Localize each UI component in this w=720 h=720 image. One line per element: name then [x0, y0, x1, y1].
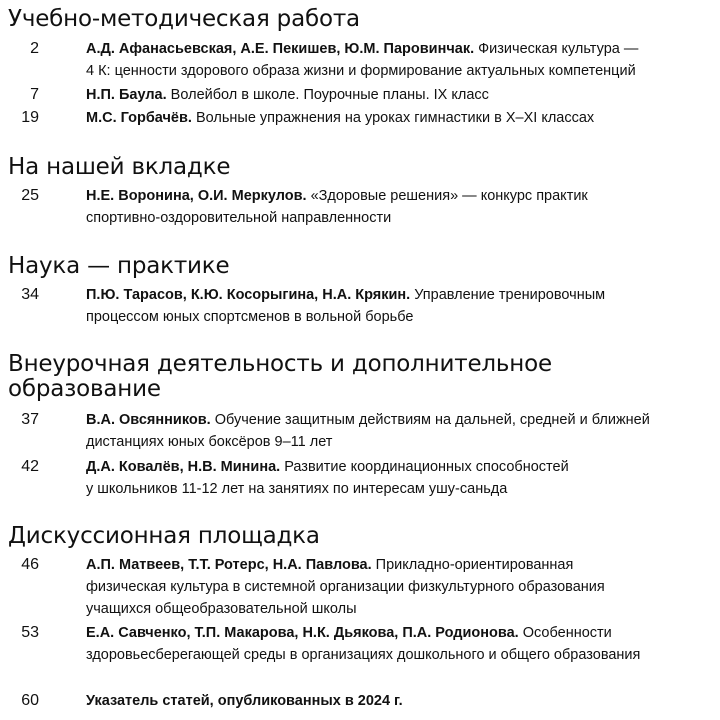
entry-title: у школьников 11-12 лет на занятиях по интересам ушу-саньда	[86, 481, 508, 497]
entry-text	[63, 284, 703, 328]
entry-authors: М.С. Горбачёв.	[86, 110, 192, 126]
page-number: 19	[21, 109, 39, 126]
entry-text	[63, 107, 703, 129]
entry-authors: А.П. Матвеев, Т.Т. Ротерс, Н.А. Павлова.	[86, 557, 372, 573]
entry-text	[63, 456, 703, 500]
page-number: 46	[21, 556, 39, 573]
toc-entry[interactable]	[0, 84, 716, 106]
toc-entry[interactable]	[0, 107, 716, 129]
entry-text	[63, 84, 703, 106]
entry-text	[63, 554, 703, 620]
entry-title: 4 К: ценности здорового образа жизни и формирование актуальных компетенций	[86, 63, 636, 79]
toc-entry[interactable]	[0, 185, 716, 229]
page-number: 53	[21, 624, 39, 641]
section-title-line: образование	[8, 376, 161, 402]
entry-authors: Д.А. Ковалёв, Н.В. Минина.	[86, 459, 281, 475]
entry-authors: Н.П. Баула.	[86, 87, 167, 103]
entry-text	[63, 409, 703, 453]
section-title-our-insert: На нашей вкладке	[8, 154, 231, 180]
entry-authors: П.Ю. Тарасов, К.Ю. Косорыгина, Н.А. Крякин.	[86, 287, 411, 303]
entry-text	[63, 622, 703, 666]
entry-authors: Указатель статей, опубликованных в 2024 г.	[86, 693, 403, 709]
entry-title: Особенности	[518, 625, 612, 641]
toc-entry[interactable]	[0, 554, 716, 620]
page-number: 37	[21, 411, 39, 428]
entry-title: Управление тренировочным	[410, 287, 606, 303]
section-title-extracurricular	[8, 352, 708, 402]
toc-entry[interactable]	[0, 622, 716, 666]
entry-authors: Н.Е. Воронина, О.И. Меркулов.	[86, 188, 307, 204]
entry-authors: Е.А. Савченко, Т.П. Макарова, Н.К. Дьякова, П.А. Родионова.	[86, 625, 519, 641]
toc-entry[interactable]	[0, 409, 716, 453]
page-number: 60	[21, 692, 39, 709]
entry-text	[63, 185, 703, 229]
entry-title: Волейбол в школе. Поурочные планы. IX класс	[166, 87, 489, 103]
toc-entry[interactable]	[0, 38, 716, 82]
page-number: 25	[21, 187, 39, 204]
entry-authors: А.Д. Афанасьевская, А.Е. Пекишев, Ю.М. Паровинчак.	[86, 41, 475, 57]
toc-entry-index[interactable]	[0, 690, 716, 712]
entry-text	[63, 38, 703, 82]
entry-title: процессом юных спортсменов в вольной борьбе	[86, 309, 414, 325]
entry-title: Прикладно-ориентированная	[371, 557, 574, 573]
entry-title: Физическая культура —	[474, 41, 639, 57]
entry-title: учащихся общеобразовательной школы	[86, 601, 357, 617]
entry-title: спортивно-оздоровительной направленности	[86, 210, 392, 226]
page-number: 7	[30, 86, 39, 103]
section-title-science-to-practice: Наука — практике	[8, 253, 230, 279]
entry-text	[63, 690, 703, 712]
entry-authors: В.А. Овсянников.	[86, 412, 211, 428]
toc-entry[interactable]	[0, 456, 716, 500]
section-title-discussion-platform: Дискуссионная площадка	[8, 523, 320, 549]
page-number: 2	[30, 40, 39, 57]
section-title-line: Внеурочная деятельность и дополнительное	[8, 351, 552, 377]
entry-title: Обучение защитным действиям на дальней, средней и ближней	[210, 412, 650, 428]
entry-title: здоровьесберегающей среды в организациях дошкольного и общего образования	[86, 647, 641, 663]
page-number: 42	[21, 458, 39, 475]
entry-title: «Здоровые решения» — конкурс практик	[306, 188, 588, 204]
entry-title: физическая культура в системной организации физкультурного образования	[86, 579, 605, 595]
page-number: 34	[21, 286, 39, 303]
entry-title: Вольные упражнения на уроках гимнастики в X–XI классах	[191, 110, 595, 126]
entry-title: дистанциях юных боксёров 9–11 лет	[86, 434, 333, 450]
toc-entry[interactable]	[0, 284, 716, 328]
entry-title: Развитие координационных способностей	[280, 459, 569, 475]
section-title-methodical-work: Учебно-методическая работа	[8, 6, 360, 32]
